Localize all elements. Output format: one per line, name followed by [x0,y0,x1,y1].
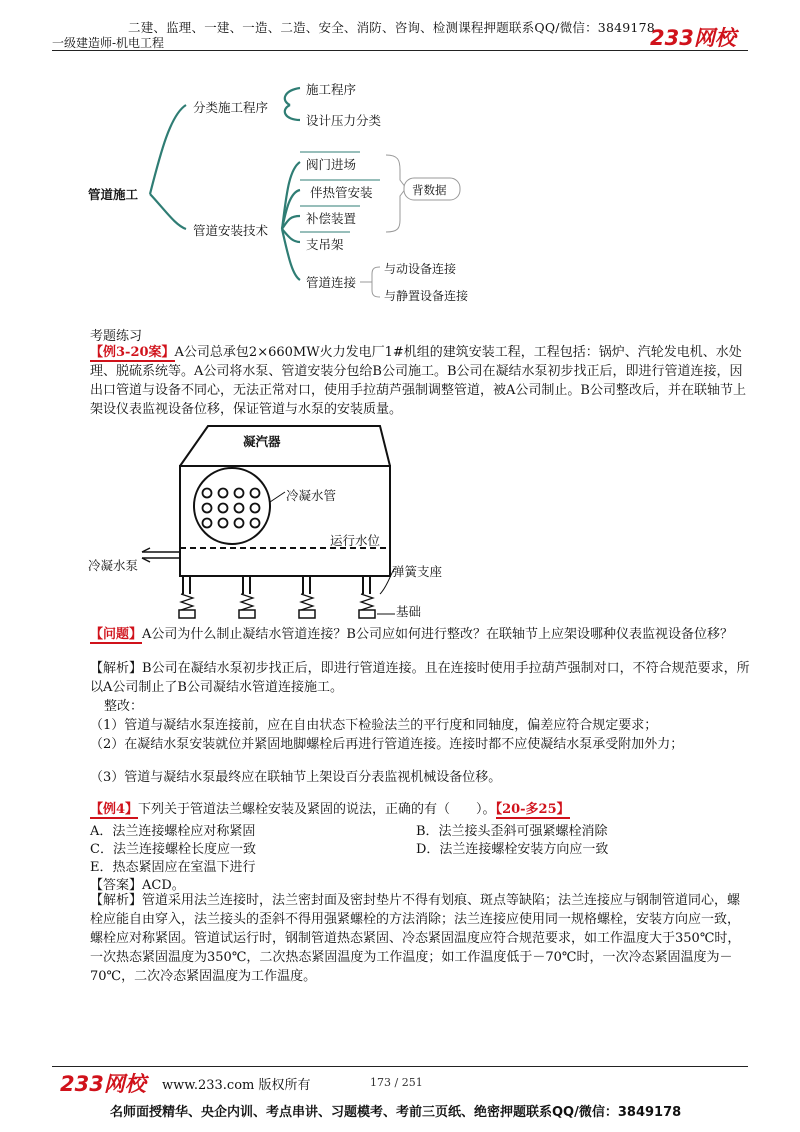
label-water-level: 运行水位 [330,533,381,548]
label-spring: 弹簧支座 [392,564,443,579]
label-foundation: 基础 [396,604,422,619]
example2-stem [90,800,750,819]
tube-circles [203,489,260,528]
option-a: A．法兰连接螺栓应对称紧固 [90,824,256,839]
example2-source-tag: 【20-多25】 [495,802,570,817]
mindmap-branch2: 管道安装技术 [193,223,269,238]
rectify-item: （3）管道与凝结水泵最终应在联轴节上架设百分表监视机械设备位移。 [90,770,502,785]
rectify-item: （1）管道与凝结水泵连接前，应在自由状态下检验法兰的平行度和同轴度，偏差应符合规定要求； [90,718,658,733]
label-condenser: 凝汽器 [243,434,281,449]
page-number: 173 / 251 [370,1076,423,1089]
example2-analysis [90,891,750,986]
option-c: C．法兰连接螺栓长度应一致 [90,842,256,857]
header-rule [52,50,748,51]
analysis1-tag: 【解析】 [90,661,143,676]
footer-logo: 233网校 [60,1072,146,1096]
mindmap-branch1: 分类施工程序 [193,100,269,115]
mindmap-branch-line-2 [150,194,186,229]
mindmap-branch2-item: 管道连接 [306,275,357,290]
mindmap-connect-item: 与动设备连接 [384,262,457,276]
mindmap-branch2-item: 阀门进场 [306,157,357,172]
mindmap-branch1-item: 施工程序 [306,82,357,97]
mindmap-branch-line-1 [150,105,186,194]
example2-answer: 【答案】ACD。 [90,878,185,893]
option-b: B．法兰接头歪斜可强紧螺栓消除 [416,824,608,839]
option-d: D．法兰连接螺栓安装方向应一致 [416,842,609,857]
header-subtitle: 一级建造师-机电工程 [52,36,165,50]
analysis1-text: B公司在凝结水泵初步找正后，即进行管道连接。且在连接时使用手拉葫芦强制对口，不符合规范要求，所以A公司制止了B公司凝结水管道连接施工。 [90,661,750,695]
example1-paragraph [90,343,750,419]
mindmap-brace [386,155,406,232]
question-text: A公司为什么制止凝结水管道连接？B公司应如何进行整改？在联轴节上应架设哪种仪表监视设备位移？ [142,627,733,642]
example2-stem-text: 下列关于管道法兰螺栓安装及紧固的说法，正确的有（ ）。 [138,802,496,817]
mindmap-sub-line-2 [285,105,300,120]
condenser-dome [180,426,390,466]
footer-site[interactable]: www.233.com 版权所有 [162,1078,311,1093]
mindmap-branch1-item: 设计压力分类 [306,113,382,128]
footer-rule [52,1066,748,1067]
mindmap-sub-line-1 [285,88,300,105]
rectify-heading: 整改： [104,699,144,714]
header-logo: 233网校 [650,26,736,50]
foundation-blocks [179,610,375,618]
header-contact-line: 二建、监理、一建、一造、二造、安全、消防、咨询、检测课程押题联系QQ/微信：3849178 [128,20,655,35]
label-tubes: 冷凝水管 [286,488,337,503]
option-e: E．热态紧固应在室温下进行 [90,860,256,875]
question-tag: 【问题】 [90,627,143,642]
spring-supports [181,594,373,610]
mindmap-note: 背数据 [412,183,447,197]
mindmap-branch2-item: 支吊架 [306,237,344,252]
example2-analysis-tag: 【解析】 [90,893,143,908]
rectify-item: （2）在凝结水泵安装就位并紧固地脚螺栓后再进行管道连接。连接时都不应使凝结水泵承受附加外力； [90,737,684,752]
footer-contact-line: 名师面授精华、央企内训、考点串讲、习题模考、考前三页纸、绝密押题联系QQ/微信：3849178 [110,1105,682,1120]
example1-text: A公司总承包2×660MW火力发电厂1#机组的建筑安装工程，工程包括：锅炉、汽轮发电机、水处理、脱硫系统等。A公司将水泵、管道安装分包给B公司施工。B公司在凝结水泵初步找正后，即进行管道连接，因出口管道与设备不同心，无法正常对口，使用手拉葫芦强制调整管道，被A公司制止。B公司整改后，并在联轴节上架设仪表监视设备位移，保证管道与水泵的安装质量。 [90,345,746,417]
mindmap-branch2-item: 补偿装置 [306,211,357,226]
label-pump: 冷凝水泵 [88,558,139,573]
example2-tag: 【例4】 [90,802,139,817]
mindmap-root: 管道施工 [88,187,139,202]
question-paragraph [90,625,750,644]
mindmap-branch2-item: 伴热管安装 [310,185,373,200]
analysis1-paragraph [90,659,750,697]
example2-analysis-text: 管道采用法兰连接时，法兰密封面及密封垫片不得有划痕、斑点等缺陷；法兰连接应与钢制管道同心，螺栓应能自由穿入，法兰接头的歪斜不得用强紧螺栓的方法消除；法兰连接应使用同一规格螺栓，安装方向应一致，螺栓应对称紧固。管道试运行时，钢制管道热态紧固、冷态紧固温度应符合规范要求，如工作温度大于350℃时，一次热态紧固温度为350℃，二次热态紧固温度为工作温度；如工作温度低于－70℃时，一次冷态紧固温度为－70℃，二次冷态紧固温度为工作温度。 [90,893,741,984]
mindmap-sub-line-7 [282,229,300,280]
example1-tag: 【例3-20案】 [90,345,175,360]
mindmap-connect-item: 与静置设备连接 [384,289,469,303]
practice-heading: 考题练习 [90,329,143,344]
